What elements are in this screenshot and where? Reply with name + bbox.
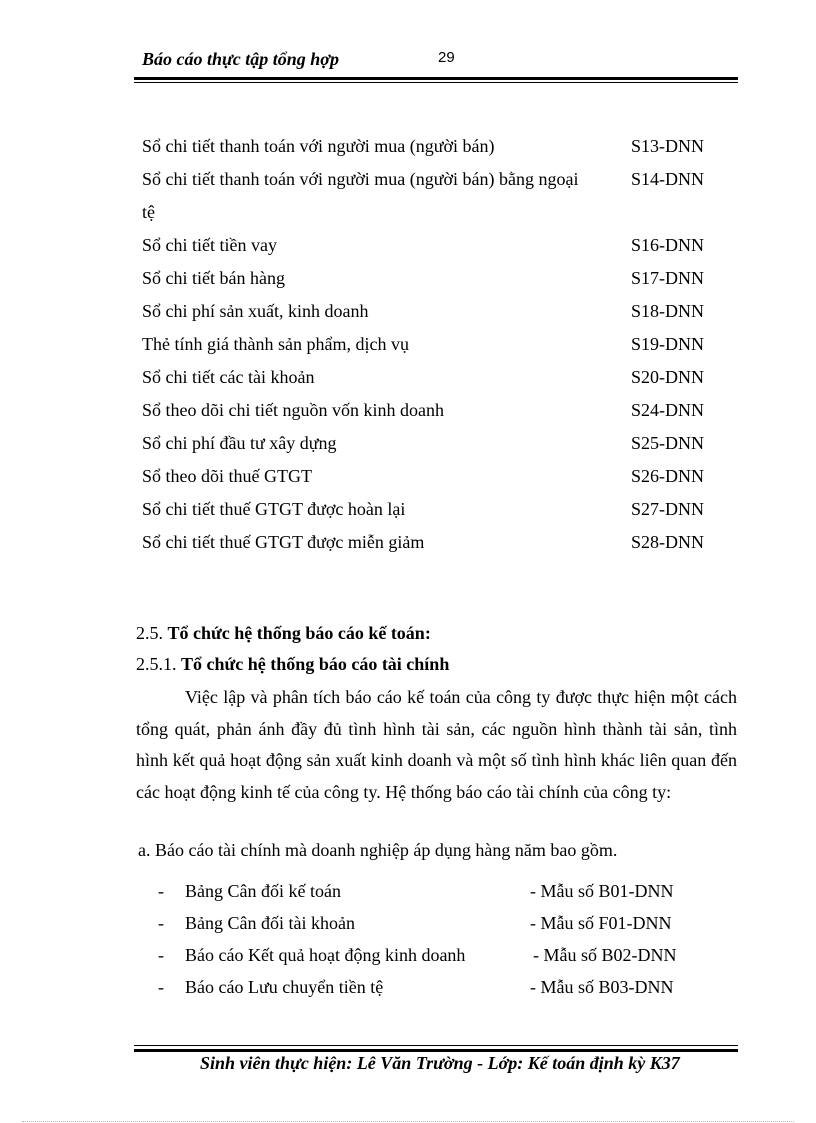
form-name: Sổ chi tiết thuế GTGT được hoàn lại	[142, 499, 406, 519]
form-row	[142, 130, 712, 163]
form-name: Sổ chi tiết các tài khoản	[142, 367, 315, 387]
section-heading-2-5-1	[136, 654, 449, 675]
form-code: S25-DNN	[630, 433, 704, 453]
form-code: S14-DNN	[630, 169, 704, 189]
form-name: Sổ chi tiết thanh toán với người mua (người bán)	[142, 136, 495, 156]
header-title: Báo cáo thực tập tổng hợp	[142, 49, 339, 69]
form-row	[142, 163, 712, 229]
form-code: S26-DNN	[630, 466, 704, 486]
page-header	[138, 46, 738, 70]
form-code: S20-DNN	[630, 367, 704, 387]
form-name: Sổ chi tiết bán hàng	[142, 268, 285, 288]
form-row	[142, 262, 712, 295]
form-code: S18-DNN	[630, 301, 704, 321]
form-code: S27-DNN	[630, 499, 704, 519]
body-paragraph: Việc lập và phân tích báo cáo kế toán của công ty được thực hiện một cách tổng quát, phản ánh đầy đủ tình hình tài sản, các nguồn hình thành tài sản, tình hình kết quả hoạt động sản xuất kinh doanh và một số tình hình khác liên quan đến các hoạt động kinh tế của công ty. Hệ thống báo cáo tài chính của công ty:	[136, 687, 737, 802]
form-row	[142, 295, 712, 328]
report-code: - Mẫu số B01-DNN	[530, 881, 674, 901]
section-title: Tổ chức hệ thống báo cáo tài chính	[181, 654, 450, 674]
form-name: Sổ chi tiết tiền vay	[142, 235, 277, 255]
report-code: - Mẫu số B02-DNN	[533, 945, 677, 965]
report-row	[158, 875, 718, 907]
section-number: 2.5.1.	[136, 654, 177, 674]
section-heading-2-5	[136, 623, 431, 644]
form-row	[142, 526, 712, 559]
form-code: S16-DNN	[630, 235, 704, 255]
form-name: Sổ chi phí đầu tư xây dựng	[142, 433, 337, 453]
header-rule-thin	[134, 82, 738, 83]
form-name: Sổ theo dõi chi tiết nguồn vốn kinh doanh	[142, 400, 444, 420]
form-code: S19-DNN	[630, 334, 704, 354]
footer-rule-thick	[134, 1049, 738, 1052]
form-name: Thẻ tính giá thành sản phẩm, dịch vụ	[142, 334, 409, 354]
form-code: S13-DNN	[630, 136, 704, 156]
form-name: Sổ chi phí sản xuất, kinh doanh	[142, 301, 369, 321]
page-edge-dotted-line	[22, 1121, 794, 1122]
form-name: Sổ chi tiết thuế GTGT được miễn giảm	[142, 532, 425, 552]
form-row	[142, 493, 712, 526]
bullet: -	[158, 881, 164, 901]
report-row	[158, 971, 718, 1003]
form-code: S28-DNN	[630, 532, 704, 552]
report-code: - Mẫu số F01-DNN	[530, 913, 672, 933]
form-code: S24-DNN	[630, 400, 704, 420]
ledger-form-list	[142, 130, 712, 559]
form-row	[142, 394, 712, 427]
form-row	[142, 460, 712, 493]
form-name: Sổ chi tiết thanh toán với người mua (người bán) bằng ngoại tệ	[142, 169, 579, 222]
report-name: Bảng Cân đối tài khoản	[185, 913, 355, 933]
form-row	[142, 229, 712, 262]
bullet: -	[158, 977, 164, 997]
footer-rule-thin	[134, 1045, 738, 1046]
report-name: Báo cáo Lưu chuyển tiền tệ	[185, 977, 384, 997]
form-row	[142, 427, 712, 460]
form-name: Sổ theo dõi thuế GTGT	[142, 466, 312, 486]
report-row	[158, 939, 718, 971]
report-name: Bảng Cân đối kế toán	[185, 881, 341, 901]
bullet: -	[158, 945, 164, 965]
form-row	[142, 361, 712, 394]
section-number: 2.5.	[136, 623, 163, 643]
list-intro: a. Báo cáo tài chính mà doanh nghiệp áp dụng hàng năm bao gồm.	[138, 840, 618, 860]
form-code: S17-DNN	[630, 268, 704, 288]
report-row	[158, 907, 718, 939]
page-number: 29	[438, 49, 455, 66]
financial-report-list	[158, 875, 718, 1003]
report-name: Báo cáo Kết quả hoạt động kinh doanh	[185, 945, 466, 965]
section-title: Tổ chức hệ thống báo cáo kế toán:	[167, 623, 431, 643]
bullet: -	[158, 913, 164, 933]
report-code: - Mẫu số B03-DNN	[530, 977, 674, 997]
form-row	[142, 328, 712, 361]
header-rule-thick	[134, 77, 738, 80]
footer-text: Sinh viên thực hiện: Lê Văn Trường - Lớp: Kế toán định kỳ K37	[200, 1053, 680, 1073]
